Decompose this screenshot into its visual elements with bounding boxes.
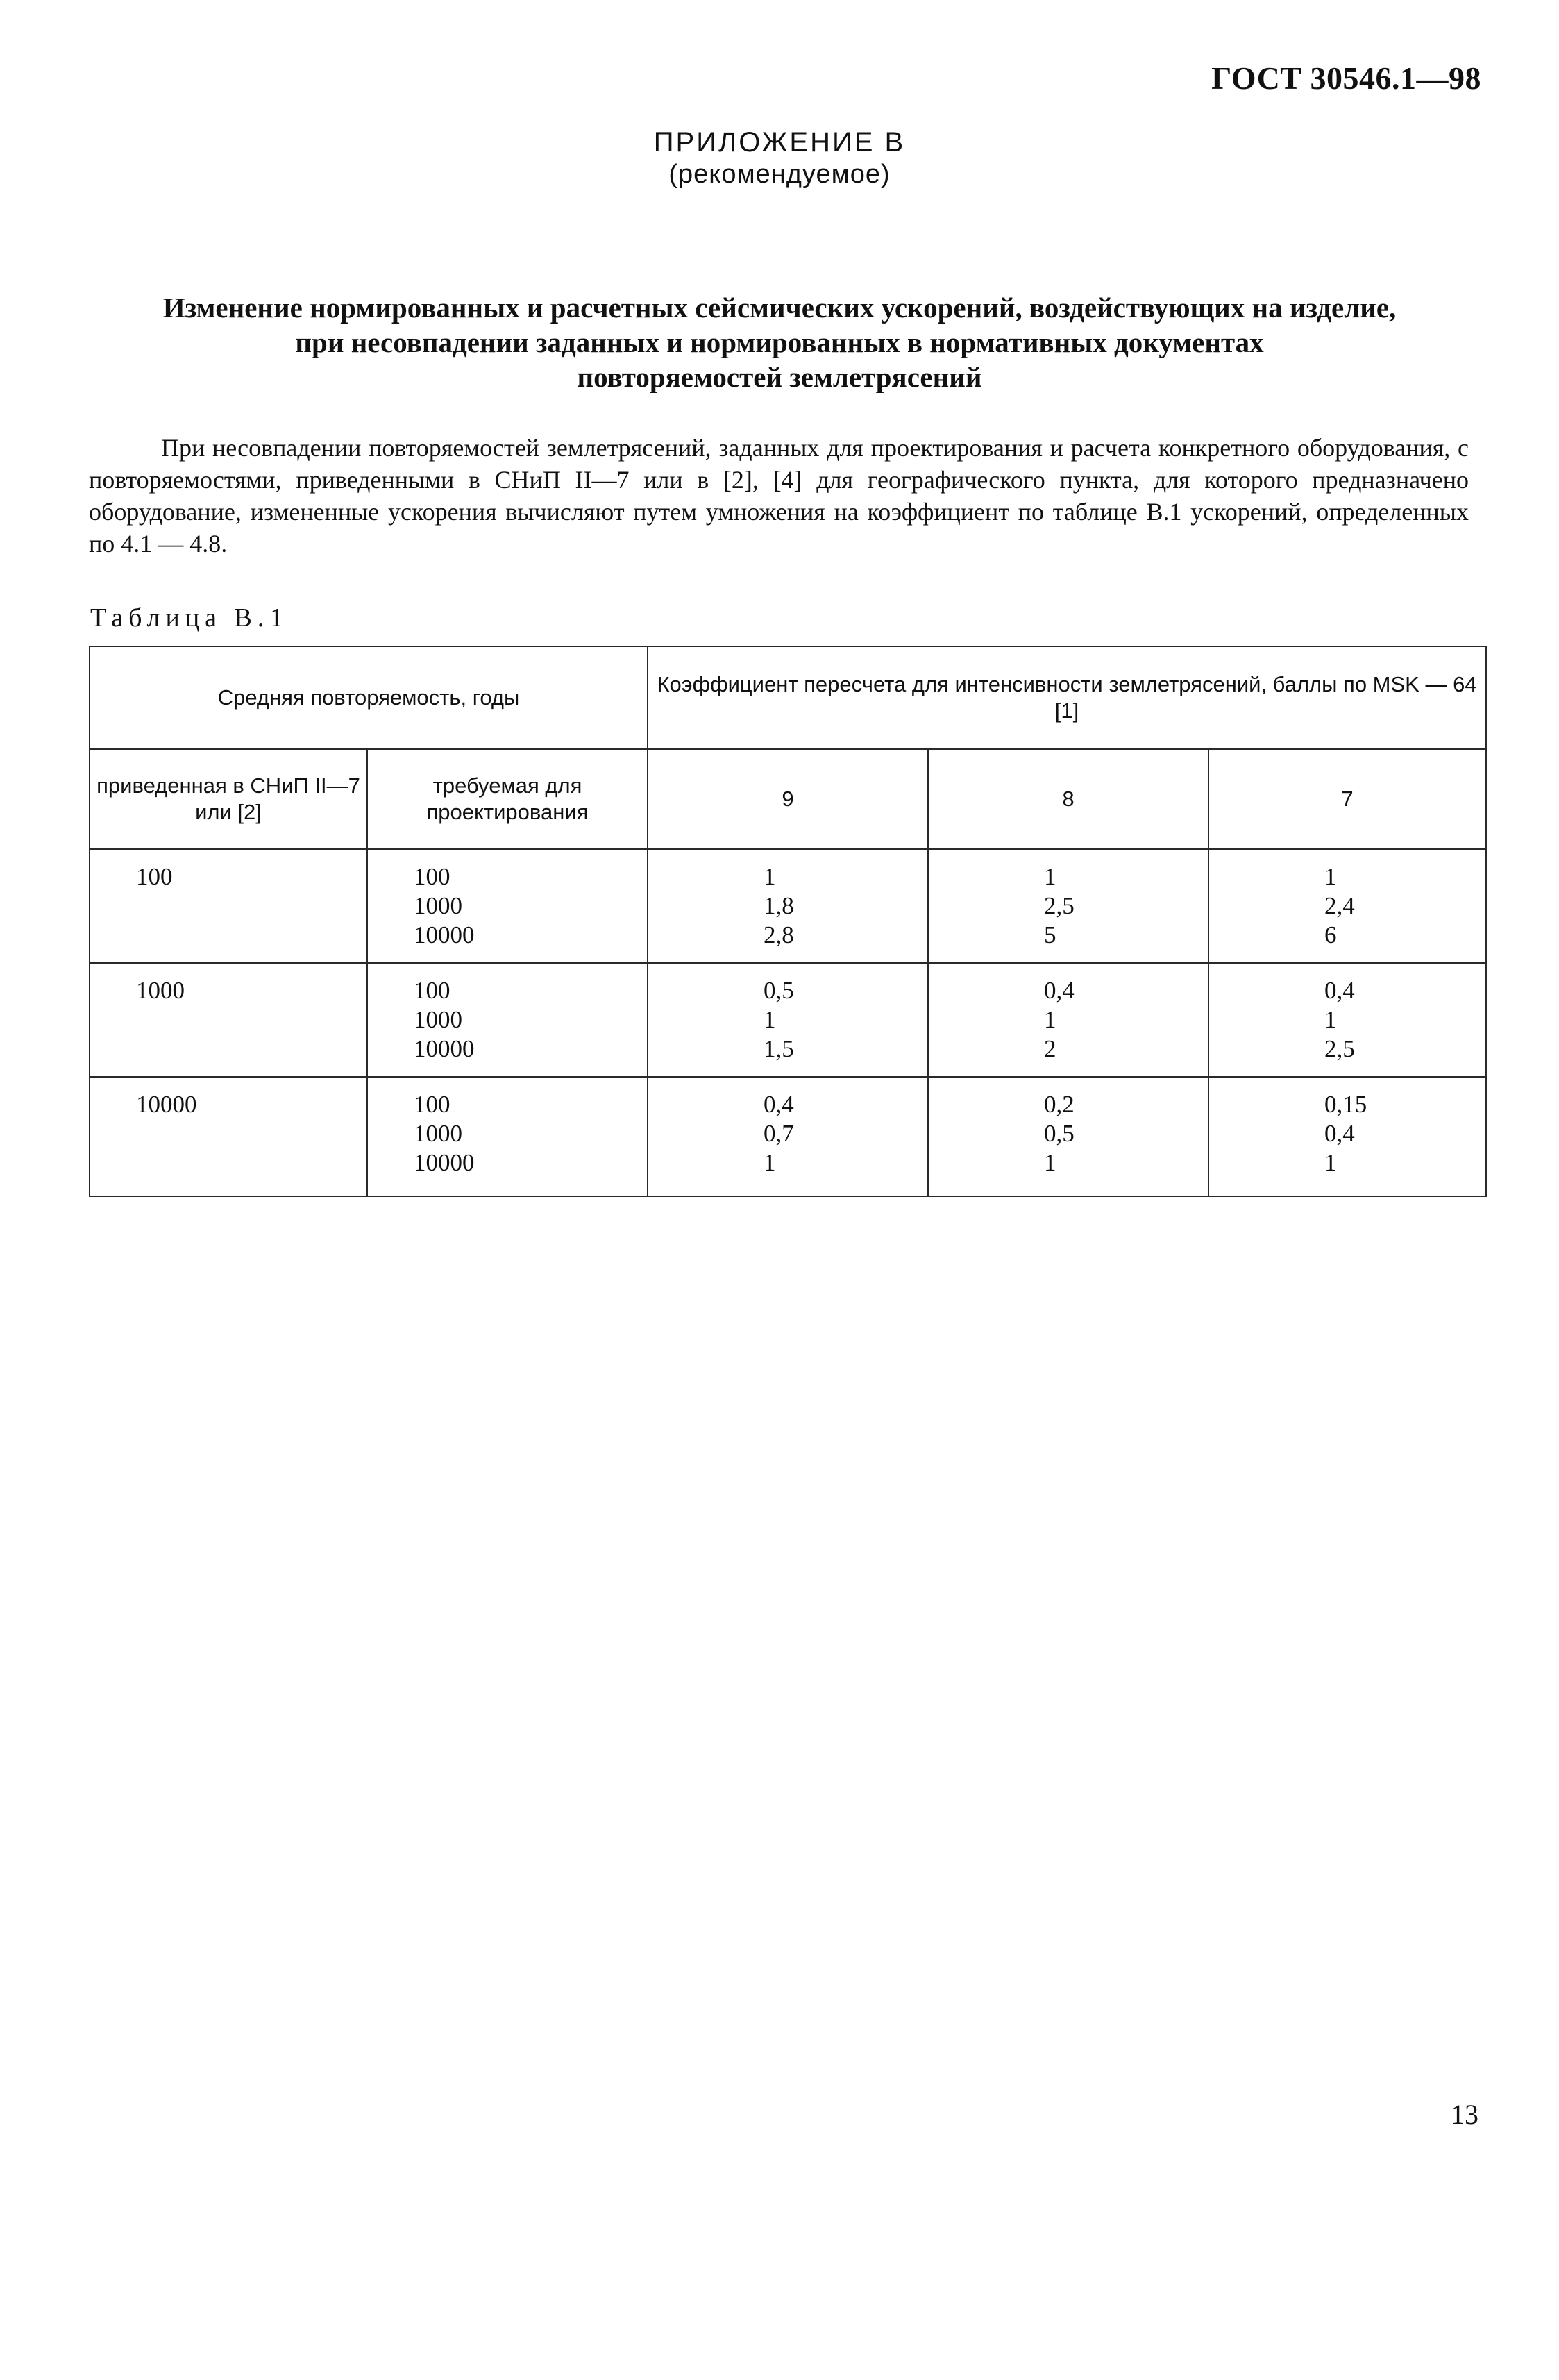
- coefficient-9-cell: [648, 963, 928, 1077]
- cell-value: 0,4: [1324, 977, 1355, 1004]
- cell-value: 2: [1044, 1035, 1056, 1062]
- table-row: [90, 849, 1486, 963]
- cell-value: 10000: [414, 1035, 475, 1062]
- cell-value: 1000: [136, 977, 185, 1004]
- cell-value: 0,2: [1044, 1091, 1075, 1118]
- cell-value: 0,15: [1324, 1091, 1367, 1118]
- given-recurrence-cell: [90, 963, 367, 1077]
- coefficient-7-cell: [1208, 1077, 1486, 1196]
- table-subheader-row: [90, 749, 1486, 849]
- cell-value: 1000: [414, 892, 462, 919]
- cell-value: 1,8: [764, 892, 794, 919]
- header-intensity-8: 8: [928, 749, 1208, 849]
- header-intensity-7: 7: [1208, 749, 1486, 849]
- coefficient-8-cell: [928, 1077, 1208, 1196]
- coefficient-7-cell: [1208, 963, 1486, 1077]
- appendix-title: ПРИЛОЖЕНИЕ В: [653, 127, 906, 158]
- appendix-heading: [0, 126, 1559, 190]
- cell-value: 1: [1044, 1149, 1056, 1176]
- cell-value: 0,5: [1044, 1120, 1075, 1147]
- cell-value: 0,4: [764, 1091, 794, 1118]
- page-number: 13: [1451, 2099, 1478, 2130]
- body-paragraph: При несовпадении повторяемостей землетрясений, заданных для проектирования и расчета конкретного оборудования, с повторяемостями, приведенными в СНиП II—7 или в [2], [4] для географического пункта, для которого предназначено оборудование, измененные ускорения вычисляют путем умножения на коэффициент по таблице В.1 ускорений, определенных по 4.1 — 4.8.: [89, 434, 1469, 558]
- cell-value: 2,8: [764, 921, 794, 948]
- required-recurrence-cell: [367, 963, 648, 1077]
- section-title: [104, 290, 1455, 394]
- coefficient-7-cell: [1208, 849, 1486, 963]
- required-recurrence-cell: [367, 1077, 648, 1196]
- header-given-recurrence: приведенная в СНиП II—7 или [2]: [90, 749, 367, 849]
- cell-value: 1,5: [764, 1035, 794, 1062]
- appendix-subtitle: (рекомендуемое): [668, 160, 891, 189]
- table-caption: Таблица В.1: [90, 603, 289, 632]
- cell-value: 1: [764, 1149, 776, 1176]
- header-intensity-9: 9: [648, 749, 928, 849]
- cell-value: 100: [414, 977, 450, 1004]
- cell-value: 1000: [414, 1006, 462, 1033]
- coefficient-9-cell: [648, 849, 928, 963]
- cell-value: 0,4: [1044, 977, 1075, 1004]
- cell-value: 1: [1324, 863, 1337, 890]
- header-conversion-coefficient: Коэффициент пересчета для интенсивности землетрясений, баллы по MSK — 64 [1]: [648, 646, 1486, 749]
- table-row: [90, 963, 1486, 1077]
- coefficient-table: [89, 646, 1487, 1197]
- cell-value: 0,4: [1324, 1120, 1355, 1147]
- cell-value: 2,4: [1324, 892, 1355, 919]
- cell-value: 1: [764, 1006, 776, 1033]
- cell-value: 5: [1044, 921, 1056, 948]
- header-average-recurrence: Средняя повторяемость, годы: [90, 646, 648, 749]
- cell-value: 10000: [136, 1091, 197, 1118]
- document-code: ГОСТ 30546.1—98: [1211, 60, 1481, 96]
- coefficient-9-cell: [648, 1077, 928, 1196]
- table-header-row: [90, 646, 1486, 749]
- coefficient-8-cell: [928, 849, 1208, 963]
- cell-value: 1000: [414, 1120, 462, 1147]
- cell-value: 10000: [414, 1149, 475, 1176]
- cell-value: 1: [1324, 1006, 1337, 1033]
- cell-value: 100: [136, 863, 173, 890]
- coefficient-8-cell: [928, 963, 1208, 1077]
- cell-value: 2,5: [1044, 892, 1075, 919]
- cell-value: 0,5: [764, 977, 794, 1004]
- header-required-recurrence: требуемая для проектирования: [367, 749, 648, 849]
- cell-value: 1: [1324, 1149, 1337, 1176]
- given-recurrence-cell: [90, 849, 367, 963]
- cell-value: 10000: [414, 921, 475, 948]
- section-title-line: повторяемостей землетрясений: [577, 361, 982, 393]
- table-row: [90, 1077, 1486, 1196]
- cell-value: 2,5: [1324, 1035, 1355, 1062]
- cell-value: 100: [414, 1091, 450, 1118]
- cell-value: 1: [764, 863, 776, 890]
- cell-value: 1: [1044, 863, 1056, 890]
- cell-value: 100: [414, 863, 450, 890]
- cell-value: 0,7: [764, 1120, 794, 1147]
- cell-value: 6: [1324, 921, 1337, 948]
- cell-value: 1: [1044, 1006, 1056, 1033]
- required-recurrence-cell: [367, 849, 648, 963]
- section-title-line: при несовпадении заданных и нормированных в нормативных документах: [295, 326, 1264, 358]
- given-recurrence-cell: [90, 1077, 367, 1196]
- section-title-line: Изменение нормированных и расчетных сейсмических ускорений, воздействующих на изделие,: [162, 292, 1397, 324]
